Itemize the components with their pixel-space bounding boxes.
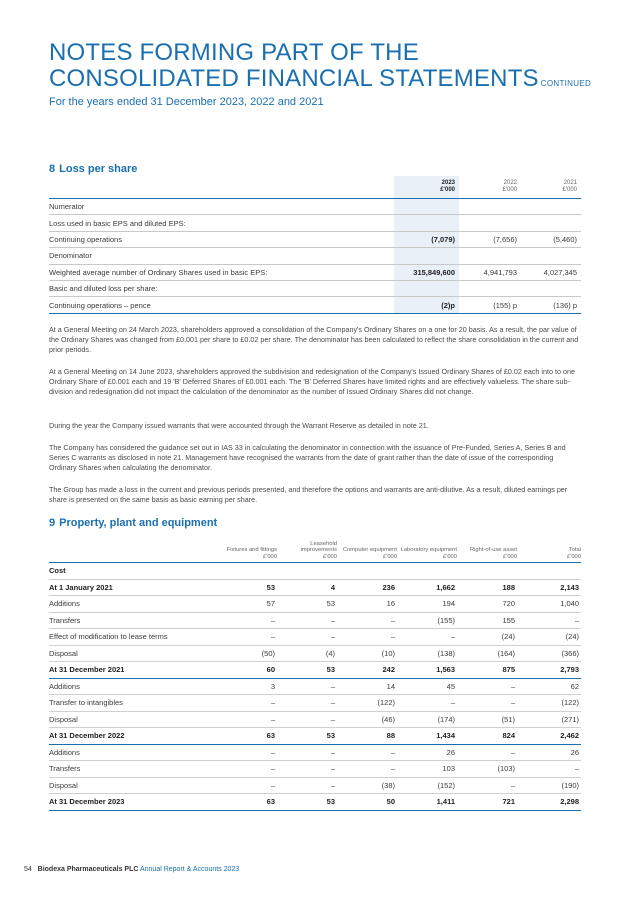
table-cell: – bbox=[517, 761, 581, 778]
table-cell: – bbox=[217, 695, 277, 712]
table-cell: – bbox=[277, 744, 337, 761]
table-row bbox=[49, 579, 581, 596]
table-row: Numerator bbox=[49, 199, 581, 215]
table-cell: (164) bbox=[457, 645, 517, 662]
table-cell: – bbox=[277, 612, 337, 629]
table-cell bbox=[457, 563, 517, 580]
table-cell: (103) bbox=[457, 761, 517, 778]
row-label: At 31 December 2022 bbox=[49, 728, 217, 745]
table-cell: 88 bbox=[337, 728, 397, 745]
column-header: 2022 £'000 bbox=[502, 180, 517, 193]
table-cell: (271) bbox=[517, 711, 581, 728]
table-cell: 14 bbox=[337, 678, 397, 695]
table-cell: 194 bbox=[397, 596, 457, 613]
table-cell: – bbox=[517, 612, 581, 629]
table-cell: – bbox=[457, 678, 517, 695]
table-cell: 45 bbox=[397, 678, 457, 695]
row-label: Additions bbox=[49, 596, 217, 613]
paragraph-share-consolidation: At a General Meeting on 24 March 2023, shareholders approved a consolidation of the Company's Ordinary Shares on a one for 20 basis. As a result, the par value of the Ordinary Shares was changed from £0.001 per share to £0.02 per share. The denominator has been calculated to reflect the share consolidation in the current and prior periods. bbox=[49, 325, 579, 354]
table-row bbox=[49, 563, 581, 580]
table-cell: – bbox=[217, 761, 277, 778]
table-cell: 2,298 bbox=[517, 794, 581, 811]
loss-per-share-table bbox=[49, 176, 581, 314]
table-cell: – bbox=[457, 744, 517, 761]
column-header: 2023 £'000 bbox=[394, 176, 459, 199]
row-label: Cost bbox=[49, 563, 217, 580]
table-cell: 720 bbox=[457, 596, 517, 613]
table-cell: – bbox=[337, 744, 397, 761]
table-row: Loss used in basic EPS and diluted EPS: bbox=[49, 215, 581, 231]
table-cell: 53 bbox=[217, 579, 277, 596]
paragraph-warrants-issued: During the year the Company issued warrants that were accounted through the Warrant Reserve as detailed in note 21. bbox=[49, 421, 429, 430]
table-cell: (155) bbox=[397, 612, 457, 629]
table-cell: (4) bbox=[277, 645, 337, 662]
table-cell: 1,434 bbox=[397, 728, 457, 745]
row-label: Disposal bbox=[49, 645, 217, 662]
table-cell: 1,563 bbox=[397, 662, 457, 679]
table-cell: (50) bbox=[217, 645, 277, 662]
table-cell: 53 bbox=[277, 728, 337, 745]
table-cell: 824 bbox=[457, 728, 517, 745]
table-cell: – bbox=[277, 711, 337, 728]
table-cell: – bbox=[217, 612, 277, 629]
table-cell: 2,462 bbox=[517, 728, 581, 745]
table-header-row bbox=[49, 176, 581, 199]
table-cell: (366) bbox=[517, 645, 581, 662]
table-row bbox=[49, 728, 581, 745]
table-cell: – bbox=[337, 761, 397, 778]
table-row bbox=[49, 794, 581, 811]
table-cell bbox=[397, 563, 457, 580]
table-row bbox=[49, 678, 581, 695]
table-row: Continuing operations (7,079) (7,656) (5,460) bbox=[49, 231, 581, 247]
table-row: Basic and diluted loss per share: bbox=[49, 280, 581, 296]
table-cell: 63 bbox=[217, 728, 277, 745]
table-cell: – bbox=[277, 629, 337, 646]
table-cell bbox=[277, 563, 337, 580]
table-cell: 1,411 bbox=[397, 794, 457, 811]
table-header-row bbox=[49, 532, 581, 563]
section-heading-loss-per-share: 8 Loss per share bbox=[49, 163, 138, 175]
table-row: Denominator bbox=[49, 248, 581, 264]
table-cell bbox=[337, 563, 397, 580]
table-cell: 242 bbox=[337, 662, 397, 679]
table-cell: – bbox=[217, 744, 277, 761]
column-header: Total £'000 bbox=[566, 547, 581, 560]
page-subtitle: For the years ended 31 December 2023, 2022 and 2021 bbox=[49, 96, 324, 108]
table-cell: (174) bbox=[397, 711, 457, 728]
table-cell: 1,662 bbox=[397, 579, 457, 596]
table-cell: (190) bbox=[517, 777, 581, 794]
table-cell: – bbox=[277, 695, 337, 712]
column-header: 2021 £'000 bbox=[562, 180, 577, 193]
table-cell: – bbox=[397, 695, 457, 712]
table-row bbox=[49, 645, 581, 662]
table-cell: (10) bbox=[337, 645, 397, 662]
table-cell: – bbox=[457, 777, 517, 794]
table-row bbox=[49, 761, 581, 778]
table-cell: 53 bbox=[277, 596, 337, 613]
row-label: Effect of modification to lease terms bbox=[49, 629, 217, 646]
table-cell: 188 bbox=[457, 579, 517, 596]
table-cell: – bbox=[277, 777, 337, 794]
table-row bbox=[49, 744, 581, 761]
column-header: Laboratory equipment £'000 bbox=[400, 547, 457, 560]
table-cell: 236 bbox=[337, 579, 397, 596]
table-cell bbox=[217, 563, 277, 580]
table-cell: – bbox=[217, 629, 277, 646]
table-row: Weighted average number of Ordinary Shares used in basic EPS: 315,849,600 4,941,793 4,027,345 bbox=[49, 264, 581, 280]
table-row bbox=[49, 695, 581, 712]
table-cell bbox=[517, 563, 581, 580]
table-row: Continuing operations – pence (2)p (155) p (136) p bbox=[49, 297, 581, 313]
table-cell: (51) bbox=[457, 711, 517, 728]
table-row bbox=[49, 777, 581, 794]
section-heading-ppe: 9 Property, plant and equipment bbox=[49, 517, 218, 529]
table-cell: (46) bbox=[337, 711, 397, 728]
table-cell: 53 bbox=[277, 662, 337, 679]
page-title bbox=[49, 40, 591, 97]
column-header: Right-of-use asset £'000 bbox=[469, 547, 517, 560]
page-footer bbox=[24, 866, 239, 873]
column-header: Fixtures and fittings £'000 bbox=[226, 547, 277, 560]
row-label: Transfers bbox=[49, 761, 217, 778]
table-cell: – bbox=[217, 777, 277, 794]
row-label: Additions bbox=[49, 744, 217, 761]
column-header: Computer equipment £'000 bbox=[342, 547, 397, 560]
table-cell: 53 bbox=[277, 794, 337, 811]
column-header: Leasehold improvements £'000 bbox=[300, 540, 337, 560]
table-row bbox=[49, 612, 581, 629]
ppe-table bbox=[49, 532, 581, 811]
continued-label: CONTINUED bbox=[540, 79, 592, 88]
table-row bbox=[49, 596, 581, 613]
table-cell: (122) bbox=[517, 695, 581, 712]
row-label: Transfer to intangibles bbox=[49, 695, 217, 712]
table-cell: 4 bbox=[277, 579, 337, 596]
table-cell: – bbox=[457, 695, 517, 712]
table-cell: – bbox=[337, 612, 397, 629]
table-cell: – bbox=[397, 629, 457, 646]
table-cell: 26 bbox=[397, 744, 457, 761]
row-label: Transfers bbox=[49, 612, 217, 629]
table-cell: 26 bbox=[517, 744, 581, 761]
row-label: Disposal bbox=[49, 777, 217, 794]
page-number: 54 bbox=[24, 866, 32, 873]
table-cell: 63 bbox=[217, 794, 277, 811]
table-cell: (138) bbox=[397, 645, 457, 662]
table-cell: 16 bbox=[337, 596, 397, 613]
table-cell: 2,143 bbox=[517, 579, 581, 596]
title-line-1: NOTES FORMING PART OF THE bbox=[49, 39, 419, 66]
table-cell: – bbox=[277, 678, 337, 695]
table-cell: 155 bbox=[457, 612, 517, 629]
paragraph-ias33: The Company has considered the guidance set out in IAS 33 in calculating the denominator in connection with the issuance of Pre-Funded, Series A, Series B and Series C warrants as disclosed in note 21. Management have recognised the warrants from the date of grant rather than the date of issue of the corresponding Ordinary Shares when calculating the denominator. bbox=[49, 443, 566, 472]
table-cell: – bbox=[277, 761, 337, 778]
table-cell: 875 bbox=[457, 662, 517, 679]
table-cell: (38) bbox=[337, 777, 397, 794]
table-cell: 103 bbox=[397, 761, 457, 778]
table-row bbox=[49, 629, 581, 646]
table-cell: 62 bbox=[517, 678, 581, 695]
row-label: At 31 December 2023 bbox=[49, 794, 217, 811]
paragraph-anti-dilutive: The Group has made a loss in the current and previous periods presented, and therefore the options and warrants are anti-dilutive. As a result, diluted earnings per share is presented on the same basis as basic earning per share. bbox=[49, 485, 568, 504]
company-name: Biodexa Pharmaceuticals PLC bbox=[37, 866, 139, 873]
table-cell: (122) bbox=[337, 695, 397, 712]
table-cell: (152) bbox=[397, 777, 457, 794]
table-cell: 50 bbox=[337, 794, 397, 811]
table-cell: 1,040 bbox=[517, 596, 581, 613]
table-row bbox=[49, 662, 581, 679]
row-label: At 31 December 2021 bbox=[49, 662, 217, 679]
row-label: Disposal bbox=[49, 711, 217, 728]
title-line-2: CONSOLIDATED FINANCIAL STATEMENTS CONTINUED bbox=[49, 65, 592, 92]
paragraph-share-subdivision: At a General Meeting on 14 June 2023, shareholders approved the subdivision and redesignation of the Company's Issued Ordinary Shares of £0.02 each into to one Ordinary Share of £0.001 each and 19 'B' Deferred Shares of £0.001 each. The 'B' Deferred Shares have limited rights and are effectively valueless. The share sub-division and redesignation did not impact the calculation of the denominator as the number of Issued Ordinary Shares did not change. bbox=[49, 367, 576, 396]
table-cell: (24) bbox=[457, 629, 517, 646]
publication-name: Annual Report & Accounts 2023 bbox=[139, 866, 240, 873]
table-cell: – bbox=[337, 629, 397, 646]
row-label: Additions bbox=[49, 678, 217, 695]
table-cell: (24) bbox=[517, 629, 581, 646]
table-cell: 2,793 bbox=[517, 662, 581, 679]
table-cell: 721 bbox=[457, 794, 517, 811]
row-label: At 1 January 2021 bbox=[49, 579, 217, 596]
table-cell: 60 bbox=[217, 662, 277, 679]
table-cell: 3 bbox=[217, 678, 277, 695]
table-row bbox=[49, 711, 581, 728]
table-cell: – bbox=[217, 711, 277, 728]
table-cell: 57 bbox=[217, 596, 277, 613]
